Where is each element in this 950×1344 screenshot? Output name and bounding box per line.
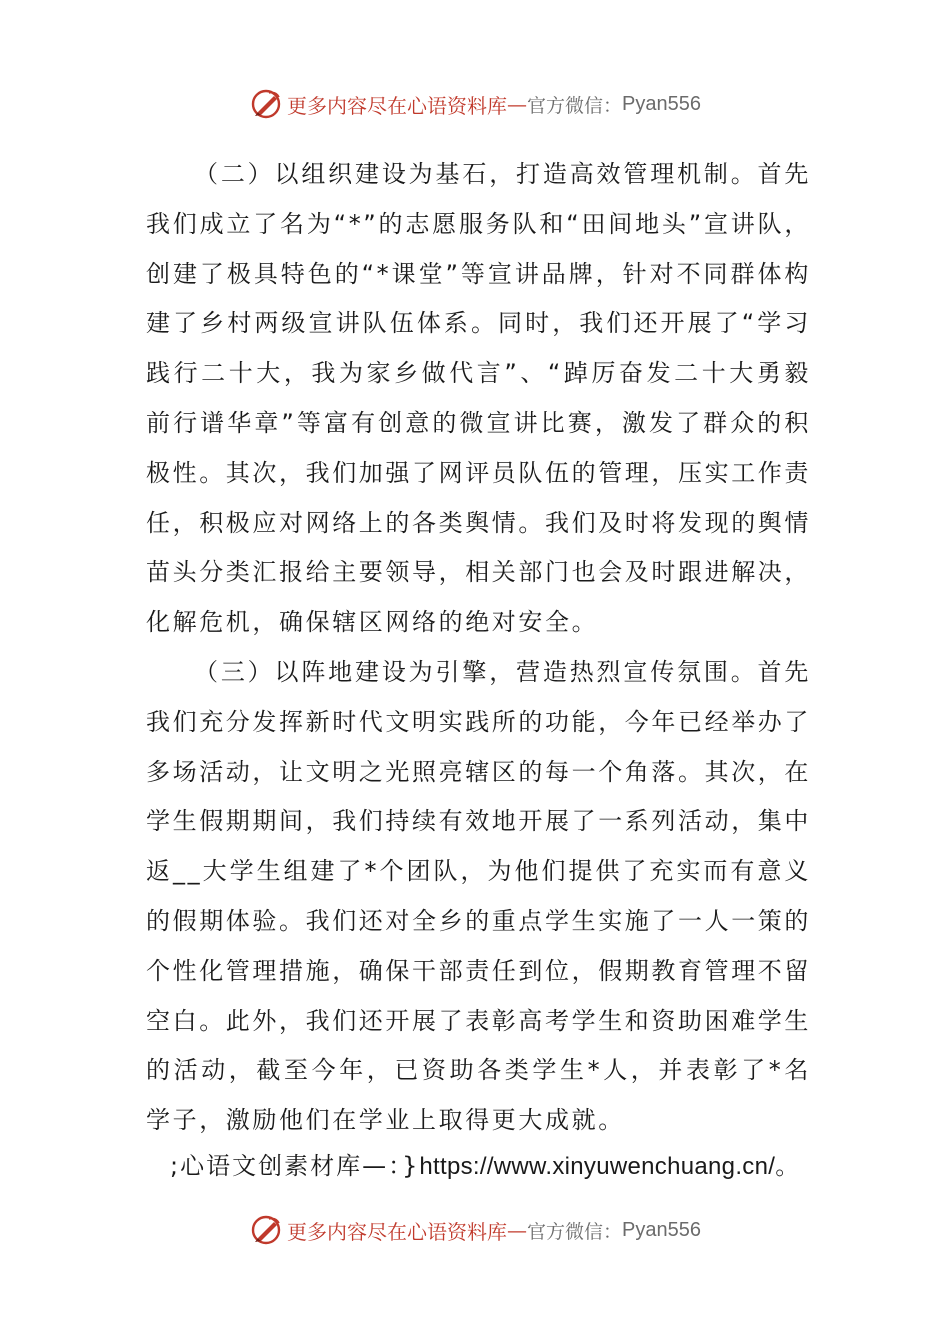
footer-url[interactable]: https://www.xinyuwenchuang.cn/ bbox=[419, 1153, 776, 1180]
banner-main-text: 更多内容尽在心语资料库 bbox=[287, 1219, 507, 1244]
footer-suffix: 。 bbox=[775, 1152, 802, 1180]
footer-prefix: ;心语文创素材库—：} bbox=[170, 1152, 420, 1180]
banner-wechat-id: Pyan556 bbox=[622, 92, 701, 115]
pen-circle-logo-icon bbox=[249, 1213, 283, 1247]
banner-subtitle: 官方微信： bbox=[527, 1220, 623, 1243]
banner-main-text: 更多内容尽在心语资料库 bbox=[287, 93, 507, 118]
banner-separator: — bbox=[507, 1218, 527, 1242]
footer-banner bbox=[0, 1210, 950, 1250]
pen-circle-logo-icon bbox=[249, 87, 283, 121]
banner-subtitle: 官方微信： bbox=[527, 94, 623, 117]
banner-separator: — bbox=[507, 92, 527, 116]
header-banner bbox=[0, 84, 950, 124]
source-footer-line bbox=[170, 1142, 801, 1192]
paragraph-organization: （二）以组织建设为基石，打造高效管理机制。首先我们成立了名为“*”的志愿服务队和“田间地头”宣讲队，创建了极具特色的“*课堂”等宣讲品牌，针对不同群体构建了乡村两级宣讲队伍体系。同时，我们还开展了“学习践行二十大，我为家乡做代言”、“踔厉奋发二十大勇毅前行谱华章”等富有创意的微宣讲比赛，激发了群众的积极性。其次，我们加强了网评员队伍的管理，压实工作责任，积极应对网络上的各类舆情。我们及时将发现的舆情苗头分类汇报给主要领导，相关部门也会及时跟进解决，化解危机，确保辖区网络的绝对安全。 bbox=[146, 160, 811, 637]
paragraph-position: （三）以阵地建设为引擎，营造热烈宣传氛围。首先我们充分发挥新时代文明实践所的功能，今年已经举办了多场活动，让文明之光照亮辖区的每一个角落。其次，在学生假期期间，我们持续有效地开展了一系列活动，集中返__大学生组建了*个团队，为他们提供了充实而有意义的假期体验。我们还对全乡的重点学生实施了一人一策的个性化管理措施，确保干部责任到位，假期教育管理不留空白。此外，我们还开展了表彰高考学生和资助困难学生的活动，截至今年，已资助各类学生*人，并表彰了*名学子，激励他们在学业上取得更大成就。 bbox=[146, 657, 811, 1135]
document-body bbox=[146, 150, 811, 1146]
banner-wechat-id: Pyan556 bbox=[622, 1218, 701, 1241]
